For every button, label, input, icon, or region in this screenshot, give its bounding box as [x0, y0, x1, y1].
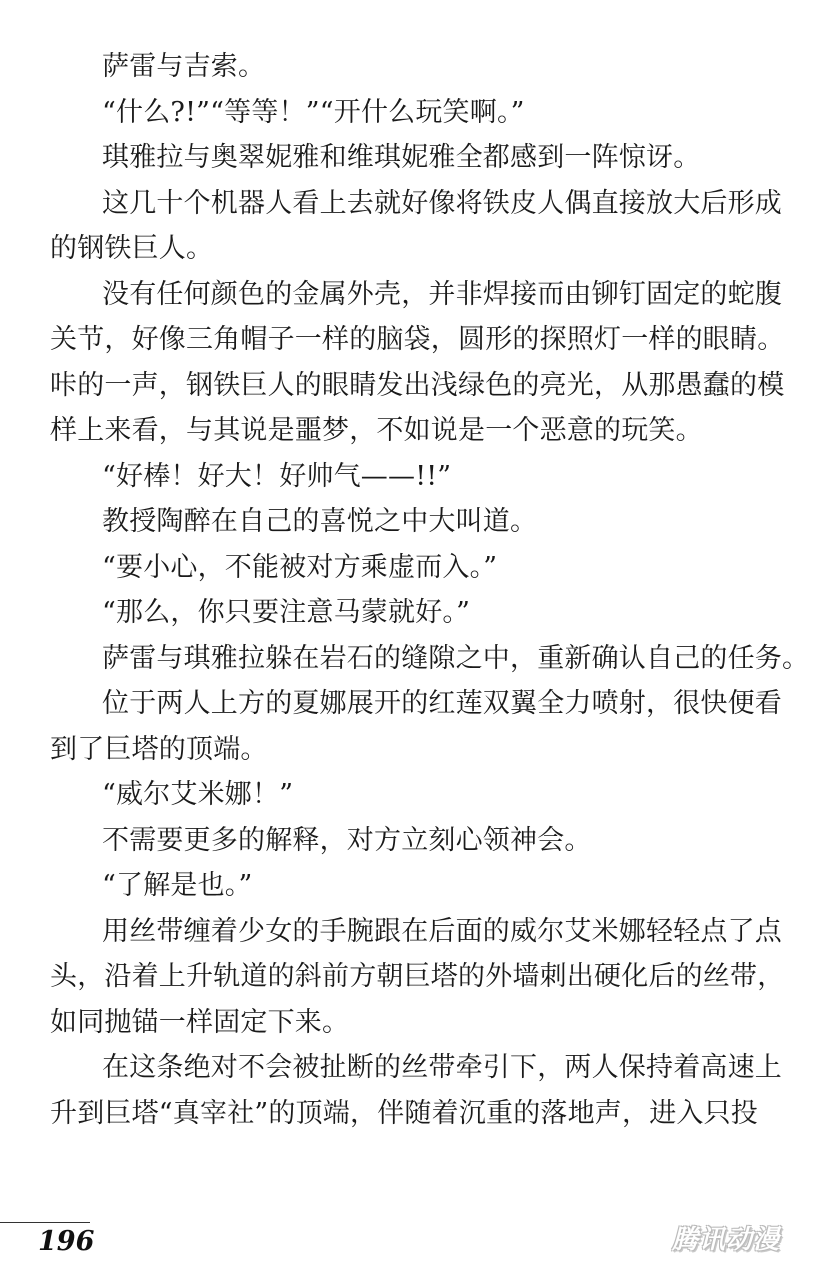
text-line: 没有任何颜色的金属外壳，并非焊接而由铆钉固定的蛇腹	[102, 278, 782, 310]
text-line: 头，沿着上升轨道的斜前方朝巨塔的外墙刺出硬化后的丝带，	[50, 961, 785, 992]
text-line: 到了巨塔的顶端。	[50, 733, 268, 765]
text-line: 琪雅拉与奥翠妮雅和维琪妮雅全都感到一阵惊讶。	[102, 142, 701, 173]
text-line: 升到巨塔“真宰社”的顶端，伴随着沉重的落地声，进入只投	[50, 1097, 759, 1129]
footer-rule	[0, 1222, 90, 1223]
text-line: 教授陶醉在自己的喜悦之中大叫道。	[102, 506, 538, 537]
text-line: “要小心，不能被对方乘虚而入。”	[102, 551, 498, 583]
text-line: 如同抛锚一样固定下来。	[50, 1006, 350, 1038]
text-line: 的钢铁巨人。	[50, 233, 214, 264]
text-line: 萨雷与吉索。	[102, 51, 266, 82]
text-line: 这几十个机器人看上去就好像将铁皮人偶直接放大后形成	[102, 187, 782, 219]
text-line: “威尔艾米娜！”	[102, 779, 294, 810]
text-line: 关节，好像三角帽子一样的脑袋，圆形的探照灯一样的眼睛。	[50, 324, 785, 355]
text-line: 位于两人上方的夏娜展开的红莲双翼全力喷射，很快便看	[102, 688, 782, 719]
text-line: “好棒！好大！好帅气——!!”	[102, 460, 452, 492]
text-line: 在这条绝对不会被扯断的丝带牵引下，两人保持着高速上	[102, 1052, 782, 1083]
text-line: “那么，你只要注意马蒙就好。”	[102, 597, 471, 628]
text-line: 样上来看，与其说是噩梦，不如说是一个恶意的玩笑。	[50, 415, 703, 446]
watermark-logo: 腾讯动漫	[671, 1224, 780, 1255]
page-body	[50, 44, 810, 1136]
text-line: “什么?!”“等等！”“开什么玩笑啊。”	[102, 96, 525, 128]
text-line: 不需要更多的解释，对方立刻心领神会。	[102, 824, 592, 856]
text-line: “了解是也。”	[102, 870, 253, 901]
text-line: 萨雷与琪雅拉躲在岩石的缝隙之中，重新确认自己的任务。	[102, 642, 810, 674]
text-line: 咔的一声，钢铁巨人的眼睛发出浅绿色的亮光，从那愚蠢的模	[50, 369, 785, 401]
page-number: 196	[38, 1226, 95, 1257]
text-line: 用丝带缠着少女的手腕跟在后面的威尔艾米娜轻轻点了点	[102, 915, 782, 947]
